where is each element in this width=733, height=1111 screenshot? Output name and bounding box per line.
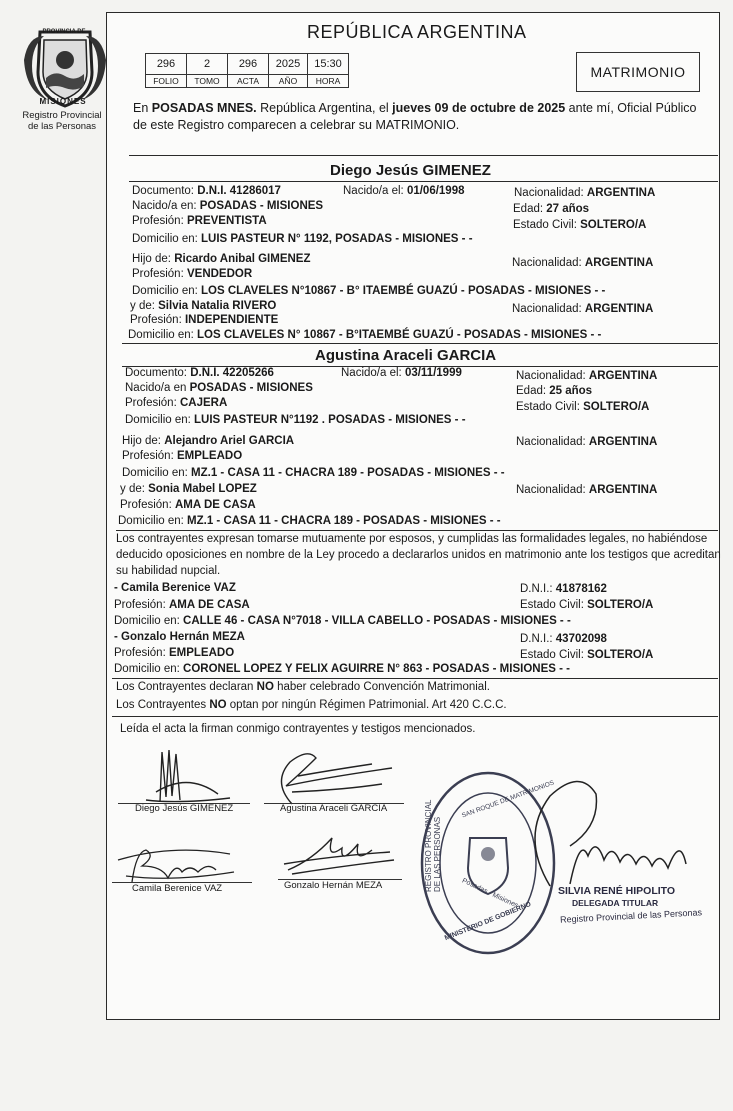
value: PREVENTISTA (186, 215, 267, 227)
signature-diego (138, 742, 238, 808)
c2-nacido-el (341, 366, 462, 380)
firma-gonzalo-name: Gonzalo Hernán MEZA (284, 880, 383, 891)
firma-camila-name: Camila Berenice VAZ (132, 883, 223, 894)
value: ARGENTINA (584, 303, 654, 315)
testigo-1-dni (520, 582, 607, 596)
label: Domicilio en: (132, 233, 202, 245)
label: Nacido/a el: (343, 185, 407, 197)
c1-padre (132, 252, 311, 266)
value: CORONEL LOPEZ Y FELIX AGUIRRE N° 863 - POSADAS - MISIONES - - (183, 663, 570, 675)
value: POSADAS - MISIONES (199, 200, 324, 212)
testigo-2-dni (520, 632, 607, 646)
declaracion-paragraph: Los contrayentes expresan tomarse mutuamente por esposos, y cumplidas las formalidades legales, no habiéndose deducido oposiciones en nombre de la Ley procedo a declararlos unidos en matrimonio ante los testigos que acreditan su habilidad nupcial. (116, 533, 721, 577)
label: Profesión: (125, 397, 180, 409)
tomo-label: TOMO (187, 75, 228, 88)
c1-documento (132, 184, 281, 198)
c1-padre-domicilio (132, 284, 605, 298)
label: Domicilio en: (132, 285, 202, 297)
label: Nacido/a en: (132, 200, 200, 212)
tomo-value: 2 (187, 54, 228, 75)
testigo-2-domicilio (114, 662, 570, 676)
label: Domicilio en: (118, 515, 188, 527)
c1-nacionalidad (514, 186, 655, 200)
value: - Camila Berenice VAZ (114, 582, 236, 594)
value: SOLTERO/A (587, 599, 654, 611)
testigo-1-domicilio (114, 614, 571, 628)
label: y de: (130, 300, 159, 312)
c2-profesion (125, 396, 227, 410)
c1-profesion (132, 214, 267, 228)
divider (129, 181, 718, 182)
label: D.N.I.: (520, 633, 556, 645)
folio-value: 296 (146, 54, 187, 75)
value: LOS CLAVELES N° 10867 - B°ITAEMBÉ GUAZÚ - POSADAS - MISIONES - - (197, 329, 602, 341)
label: Edad: (516, 385, 550, 397)
c2-nacido-en (125, 381, 313, 395)
page-title: REPÚBLICA ARGENTINA (307, 22, 527, 42)
c2-madre (120, 482, 257, 496)
c1-estado-civil (513, 218, 646, 232)
value: 03/11/1999 (404, 367, 462, 379)
c1-madre-domicilio (128, 328, 601, 342)
label: Nacido/a en (125, 382, 190, 394)
label: y de: (120, 483, 149, 495)
testigo-1-name (114, 581, 236, 595)
c1-madre-profesion (130, 313, 278, 327)
label: Nacionalidad: (516, 484, 589, 496)
testigo-1-profesion (114, 598, 250, 612)
label: Nacionalidad: (516, 436, 589, 448)
value: D.N.I. 41286017 (197, 185, 281, 197)
c1-domicilio (132, 232, 473, 246)
label: Profesión: (132, 268, 187, 280)
divider (129, 155, 718, 156)
c2-padre-domicilio (122, 466, 505, 480)
value: EMPLEADO (176, 450, 243, 462)
value: CALLE 46 - CASA N°7018 - VILLA CABELLO - POSADAS - MISIONES - - (183, 615, 571, 627)
value: SOLTERO/A (583, 401, 650, 413)
value: LUIS PASTEUR N° 1192, POSADAS - MISIONES - - (201, 233, 473, 245)
value: CAJERA (179, 397, 228, 409)
intro-text-2: República Argentina, el (256, 101, 393, 115)
label: Estado Civil: (516, 401, 584, 413)
c1-edad (513, 202, 589, 216)
value: - Gonzalo Hernán MEZA (114, 631, 245, 643)
label: Profesión: (132, 215, 187, 227)
registro-caption-line-1: Registro Provincial (22, 110, 102, 121)
logo-bottom-text: MISIONES (39, 97, 87, 106)
oficial-cargo: DELEGADA TITULAR (572, 898, 659, 908)
intro-date: jueves 09 de octubre de 2025 (392, 101, 566, 115)
divider (112, 716, 718, 717)
testigo-2-name (114, 630, 245, 644)
value: Alejandro Ariel GARCIA (164, 435, 295, 447)
anio-label: AÑO (269, 75, 308, 88)
value: Silvia Natalia RIVERO (158, 300, 277, 312)
convencion-line-2 (116, 698, 507, 712)
text-bold: NO (256, 681, 274, 693)
value: ARGENTINA (586, 187, 656, 199)
value: Ricardo Anibal GIMENEZ (174, 253, 311, 265)
c2-madre-profesion (120, 498, 256, 512)
signature-gonzalo (282, 830, 402, 880)
intro-place: POSADAS MNES. (151, 101, 257, 115)
value: EMPLEADO (168, 647, 235, 659)
c2-estado-civil (516, 400, 649, 414)
registro-caption (10, 110, 114, 132)
convencion-line-1 (116, 680, 490, 694)
hora-label: HORA (308, 75, 349, 88)
value: ARGENTINA (584, 257, 654, 269)
label: Hijo de: (122, 435, 165, 447)
value: ARGENTINA (588, 436, 658, 448)
signature-agustina (262, 742, 402, 812)
label: Nacionalidad: (512, 303, 585, 315)
value: 25 años (549, 385, 593, 397)
label: Domicilio en: (114, 663, 184, 675)
c2-madre-domicilio (118, 514, 501, 528)
c2-nacionalidad (516, 369, 657, 383)
value: ARGENTINA (588, 484, 658, 496)
registro-caption-line-2: de las Personas (27, 121, 97, 132)
value: LOS CLAVELES N°10867 - B° ITAEMBÉ GUAZÚ - POSADAS - MISIONES - - (201, 285, 606, 297)
cierre-text: Leída el acta la firman conmigo contrayentes y testigos mencionados. (120, 723, 476, 735)
text-bold: NO (209, 699, 227, 711)
label: Profesión: (130, 314, 185, 326)
firma-diego-name: Diego Jesús GIMENEZ (135, 803, 234, 814)
value: VENDEDOR (186, 268, 253, 280)
anio-value: 2025 (269, 54, 308, 75)
value: SOLTERO/A (587, 649, 654, 661)
c1-nacido-en (132, 199, 323, 213)
label: Nacionalidad: (514, 187, 587, 199)
c1-padre-nacionalidad (512, 256, 653, 270)
value: Sonia Mabel LOPEZ (148, 483, 257, 495)
label: Profesión: (114, 599, 169, 611)
signature-oficial (510, 776, 700, 896)
label: Profesión: (122, 450, 177, 462)
label: Documento: (132, 185, 198, 197)
label: Hijo de: (132, 253, 175, 265)
label: Edad: (513, 203, 547, 215)
testigo-2-estado-civil (520, 648, 653, 662)
seal-inner-text: SAN ROQUE DE MATRIMONIOS (460, 779, 556, 820)
testigo-1-estado-civil (520, 598, 653, 612)
value: MZ.1 - CASA 11 - CHACRA 189 - POSADAS - MISIONES - - (187, 515, 501, 527)
seal-outer-text: REGISTRO PROVINCIAL DE LAS PERSONAS (424, 799, 442, 892)
value: SOLTERO/A (580, 219, 647, 231)
c2-padre (122, 434, 294, 448)
acta-data-table (145, 53, 349, 88)
c2-padre-profesion (122, 449, 242, 463)
contrayente-1-name: Diego Jesús GIMENEZ (330, 162, 491, 179)
label: Nacido/a el: (341, 367, 405, 379)
label: D.N.I.: (520, 583, 556, 595)
text: Los Contrayentes declaran (116, 681, 257, 693)
label: Nacionalidad: (516, 370, 589, 382)
tipo-acta-box: MATRIMONIO (576, 52, 700, 92)
acta-label: ACTA (228, 75, 269, 88)
label: Estado Civil: (520, 599, 588, 611)
c2-documento (125, 366, 274, 380)
hora-value: 15:30 (308, 54, 349, 75)
value: LUIS PASTEUR N°1192 . POSADAS - MISIONES - - (194, 414, 466, 426)
label: Estado Civil: (520, 649, 588, 661)
label: Domicilio en: (122, 467, 192, 479)
logo-top-text: PROVINCIA DE (42, 29, 86, 35)
value: 27 años (546, 203, 590, 215)
c1-nacido-el (343, 184, 465, 198)
label: Domicilio en: (125, 414, 195, 426)
oficial-registro: Registro Provincial de las Personas (559, 907, 703, 925)
label: Estado Civil: (513, 219, 581, 231)
value: D.N.I. 42205266 (190, 367, 274, 379)
testigo-2-profesion (114, 646, 234, 660)
acta-value: 296 (228, 54, 269, 75)
label: Nacionalidad: (512, 257, 585, 269)
seal-center-text: Posadas - Misiones (460, 877, 520, 910)
c1-madre (130, 299, 276, 313)
value: AMA DE CASA (168, 599, 250, 611)
value: ARGENTINA (588, 370, 658, 382)
text: optan por ningún Régimen Patrimonial. Art 420 C.C.C. (226, 699, 507, 711)
c1-madre-nacionalidad (512, 302, 653, 316)
value: 01/06/1998 (406, 185, 465, 197)
value: 41878162 (555, 583, 607, 595)
label: Profesión: (114, 647, 169, 659)
c2-padre-nacionalidad (516, 435, 657, 449)
intro-text-1: En (133, 101, 152, 115)
label: Documento: (125, 367, 191, 379)
c2-domicilio (125, 413, 466, 427)
value: AMA DE CASA (174, 499, 256, 511)
text: haber celebrado Convención Matrimonial. (273, 681, 490, 693)
c2-madre-nacionalidad (516, 483, 657, 497)
label: Domicilio en: (128, 329, 198, 341)
c2-edad (516, 384, 592, 398)
label: Profesión: (120, 499, 175, 511)
text: Los Contrayentes (116, 699, 210, 711)
seal-bottom-text: MINISTERIO DE GOBIERNO (443, 900, 533, 943)
value: POSADAS - MISIONES (189, 382, 313, 394)
divider (112, 678, 718, 679)
intro-paragraph (133, 100, 711, 134)
contrayente-2-name: Agustina Araceli GARCIA (315, 347, 497, 364)
c1-padre-profesion (132, 267, 252, 281)
value: MZ.1 - CASA 11 - CHACRA 189 - POSADAS - MISIONES - - (191, 467, 505, 479)
folio-label: FOLIO (146, 75, 187, 88)
divider (122, 343, 718, 344)
firma-agustina-name: Agustina Araceli GARCIA (280, 803, 388, 814)
oficial-nombre: SILVIA RENÉ HIPOLITO (558, 885, 676, 897)
intro-text-3: ante mí, Oficial Público de este Registro comparecen a celebrar su MATRIMONIO. (133, 101, 697, 132)
value: 43702098 (555, 633, 607, 645)
value: INDEPENDIENTE (184, 314, 279, 326)
label: Domicilio en: (114, 615, 184, 627)
